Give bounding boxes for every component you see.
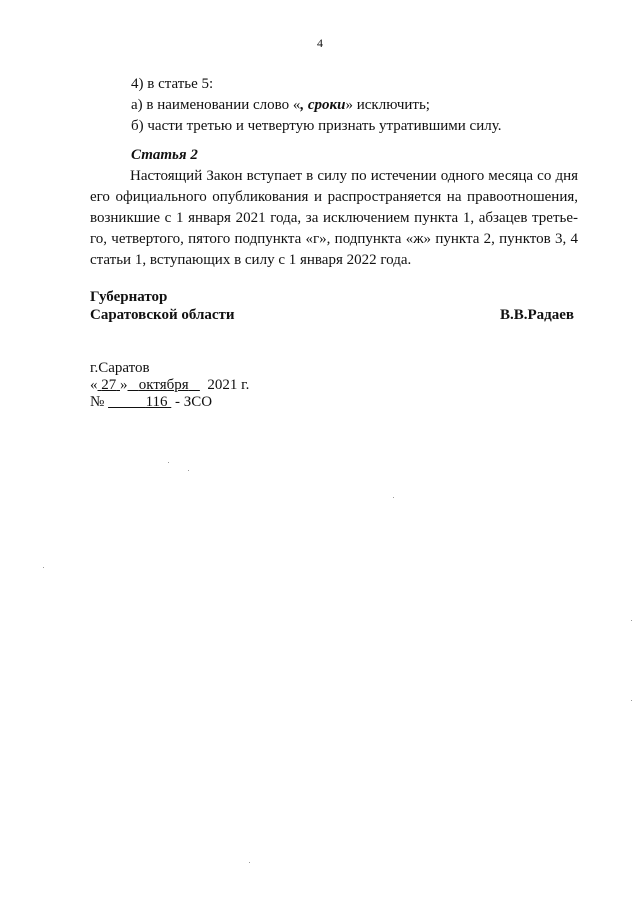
article-2-body	[90, 166, 578, 271]
scan-speck	[188, 470, 189, 471]
date-day: 27	[101, 377, 117, 393]
signature-title-line1: Губернатор	[90, 289, 168, 305]
item4-subitem-a-emphasis: , сроки	[300, 97, 346, 113]
item4-heading: 4) в статье 5:	[131, 76, 214, 92]
article-2-line: Настоящий Закон вступает в силу по истечении одного месяца со дня	[130, 168, 578, 184]
item4-subitem-a-prefix: а) в наименовании слово «	[131, 97, 301, 113]
scan-speck	[168, 462, 169, 463]
scan-speck	[631, 620, 632, 621]
scan-speck	[393, 497, 394, 498]
page-number: 4	[317, 36, 323, 50]
item4-subitem-a-suffix: » исключить;	[345, 97, 430, 113]
article-2-line: го, четвертого, пятого подпункта «г», подпункта «ж» пункта 2, пунктов 3, 4	[90, 231, 578, 247]
number-sign: №	[90, 394, 105, 410]
item4-subitem-b: б) части третью и четвертую признать утратившими силу.	[131, 118, 502, 134]
scan-speck	[43, 567, 44, 568]
scan-speck	[249, 862, 250, 863]
article-2-line: его официального опубликования и распространяется на правоотношения,	[90, 189, 578, 205]
article-2-line: возникшие с 1 января 2021 года, за исключением пункта 1, абзацев третье-	[90, 210, 578, 226]
footer-number	[90, 393, 212, 412]
scan-speck	[631, 700, 632, 701]
date-year: 2021 г.	[207, 377, 250, 393]
date-close-quote: »	[120, 377, 128, 393]
number-value: 116	[145, 394, 168, 410]
signature-title-line2: Саратовской области	[90, 307, 235, 323]
article-2-heading: Статья 2	[131, 147, 198, 163]
number-suffix: - ЗСО	[175, 394, 213, 410]
date-open-quote: «	[90, 377, 98, 393]
footer-city: г.Саратов	[90, 360, 150, 376]
item4-subitem-a	[131, 95, 430, 116]
date-month: октября	[138, 377, 189, 393]
article-2-line: статьи 1, вступающих в силу с 1 января 2022 года.	[90, 252, 412, 268]
signature-name: В.В.Радаев	[500, 307, 575, 323]
